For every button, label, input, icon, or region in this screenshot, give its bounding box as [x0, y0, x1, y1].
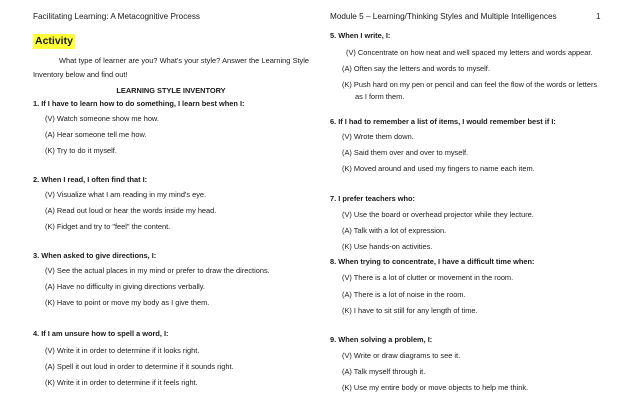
question-text: 6. If I had to remember a list of items, I would remember best if I:: [330, 117, 556, 126]
question-8: [330, 257, 606, 316]
option-k: (K) Write it in order to determine if it feels right.: [45, 378, 198, 387]
question-9: [330, 335, 606, 393]
question-text: 5. When I write, I:: [330, 31, 391, 40]
question-6: [330, 117, 606, 174]
question-text: 9. When solving a problem, I:: [330, 335, 433, 344]
option-v: (V) Wrote them down.: [342, 132, 414, 141]
option-k: (K) Have to point or move my body as I give them.: [45, 298, 210, 307]
question-5: [330, 31, 606, 103]
option-v: (V) Write it in order to determine if it looks right.: [45, 346, 200, 355]
option-v: (V) Use the board or overhead projector while they lecture.: [342, 210, 534, 219]
header-left: Facilitating Learning: A Metacognitive Process: [33, 12, 201, 21]
question-1: [33, 99, 309, 156]
option-a: (A) Spell it out loud in order to determine if it sounds right.: [45, 362, 234, 371]
question-text: 2. When I read, I often find that I:: [33, 175, 148, 184]
activity-title: Activity: [35, 35, 73, 47]
activity-intro: What type of learner are you? What's your style? Answer the Learning Style Inventory below and find out!: [33, 56, 309, 79]
option-v: (V) Watch someone show me how.: [45, 114, 159, 123]
right-column: [330, 31, 606, 393]
question-text: 7. I prefer teachers who:: [330, 194, 416, 203]
question-text: 3. When asked to give directions, I:: [33, 251, 157, 260]
question-text: 1. If I have to learn how to do something, I learn best when I:: [33, 99, 245, 108]
option-v: (V) Write or draw diagrams to see it.: [342, 351, 461, 360]
option-a: (A) Talk with a lot of expression.: [342, 226, 447, 235]
option-v: (V) Concentrate on how neat and well spaced my letters and words appear.: [346, 48, 593, 57]
question-text: 8. When trying to concentrate, I have a difficult time when:: [330, 257, 535, 266]
option-v: (V) There is a lot of clutter or movement in the room.: [342, 273, 514, 282]
inventory-title: LEARNING STYLE INVENTORY: [116, 86, 226, 95]
option-v: (V) Visualize what I am reading in my mind's eye.: [45, 190, 207, 199]
option-k: (K) Try to do it myself.: [45, 146, 117, 155]
left-column: [33, 34, 309, 388]
option-a: (A) There is a lot of noise in the room.: [342, 290, 466, 299]
option-k: (K) Fidget and try to "feel" the content.: [45, 222, 171, 231]
question-3: [33, 251, 309, 308]
option-a: (A) Said them over and over to myself.: [342, 148, 469, 157]
option-k: (K) Push hard on my pen or pencil and can feel the flow of the words or letters as I form them.: [342, 80, 598, 101]
option-v: (V) See the actual places in my mind or prefer to draw the directions.: [45, 266, 270, 275]
header-right: Module 5 – Learning/Thinking Styles and Multiple Intelligences: [330, 12, 557, 21]
question-4: [33, 329, 309, 388]
option-a: (A) Talk myself through it.: [342, 367, 426, 376]
option-a: (A) Hear someone tell me how.: [45, 130, 147, 139]
page-number: 1: [596, 12, 601, 21]
option-k: (K) Use my entire body or move objects to help me think.: [342, 383, 529, 392]
option-k: (K) I have to sit still for any length of time.: [342, 306, 478, 315]
question-7: [330, 194, 606, 252]
option-a: (A) Have no difficulty in giving directions verbally.: [45, 282, 205, 291]
option-a: (A) Often say the letters and words to myself.: [342, 64, 490, 73]
option-k: (K) Moved around and used my fingers to name each item.: [342, 164, 535, 173]
question-text: 4. If I am unsure how to spell a word, I:: [33, 329, 169, 338]
option-k: (K) Use hands-on activities.: [342, 242, 433, 251]
option-a: (A) Read out loud or hear the words inside my head.: [45, 206, 217, 215]
question-2: [33, 175, 309, 232]
